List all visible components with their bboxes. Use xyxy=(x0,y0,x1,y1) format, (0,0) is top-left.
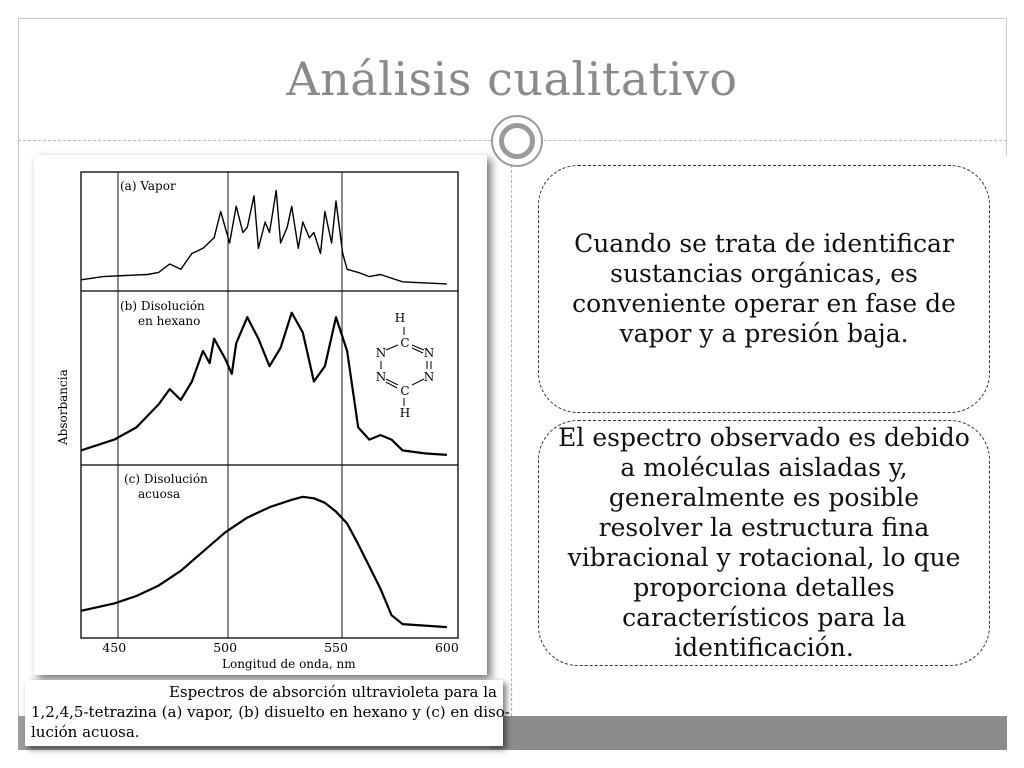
bond-n-c-bottom-left xyxy=(386,379,398,385)
atom-c-top: C xyxy=(400,336,410,350)
spectrum-line-vapor xyxy=(81,191,447,284)
tetrazine-structure xyxy=(376,311,435,420)
atom-n-right-bottom: N xyxy=(423,370,435,384)
spectrum-line-hexano xyxy=(81,313,447,455)
y-axis-label: Absorbancia xyxy=(56,369,70,445)
atom-n-right-top: N xyxy=(423,346,435,360)
footer-band-dark xyxy=(490,716,1007,750)
x-tick-500: 500 xyxy=(213,640,238,655)
atom-h-top: H xyxy=(394,311,406,325)
atom-n-left-bottom: N xyxy=(375,370,387,384)
panel-c-label-1: (c) Disolución xyxy=(124,472,208,486)
spectrum-line-acuosa xyxy=(81,497,447,627)
panel-a-label: (a) Vapor xyxy=(120,179,176,193)
x-axis-label: Longitud de onda, nm xyxy=(222,657,356,671)
panel-c-label-2: acuosa xyxy=(138,487,181,501)
panel-b-label-1: (b) Disolución xyxy=(120,299,205,313)
atom-h-bottom: H xyxy=(399,406,411,420)
text-box-spectrum-text: El espectro observado es debido a moléculas aisladas y, generalmente es posible resolver la estructura fina vibracional y rotacional, lo que proporciona detalles característicos para la identificación. xyxy=(558,423,970,662)
atom-c-bottom: C xyxy=(400,384,410,398)
bond-c-n-top-left xyxy=(386,345,398,350)
x-tick-550: 550 xyxy=(324,640,348,655)
x-tick-450: 450 xyxy=(102,640,127,655)
caption-line-2: 1,2,4,5-tetrazina (a) vapor, (b) disuelto en hexano y (c) en diso- xyxy=(31,703,510,721)
plot-frame xyxy=(81,172,458,638)
text-box-vapor xyxy=(538,165,990,413)
figure-caption xyxy=(25,680,510,746)
text-box-vapor-text: Cuando se trata de identificar sustancias orgánicas, es conveniente operar en fase de vapor y a presión baja. xyxy=(572,229,956,348)
caption-line-3: lución acuosa. xyxy=(31,723,140,741)
bond-n-c-bottom-right xyxy=(412,379,424,385)
column-divider xyxy=(511,160,512,716)
atom-n-left-top: N xyxy=(375,346,387,360)
text-box-spectrum xyxy=(538,420,990,666)
caption-line-1: Espectros de absorción ultravioleta para la xyxy=(168,683,497,701)
spectra-figure xyxy=(34,155,487,675)
ring-ornament-inner-icon xyxy=(499,123,535,159)
panel-b-label-2: en hexano xyxy=(138,314,201,328)
slide-title: Análisis cualitativo xyxy=(286,52,738,106)
bond-n-c-bottom-left-double xyxy=(386,382,397,388)
x-tick-600: 600 xyxy=(434,640,459,655)
